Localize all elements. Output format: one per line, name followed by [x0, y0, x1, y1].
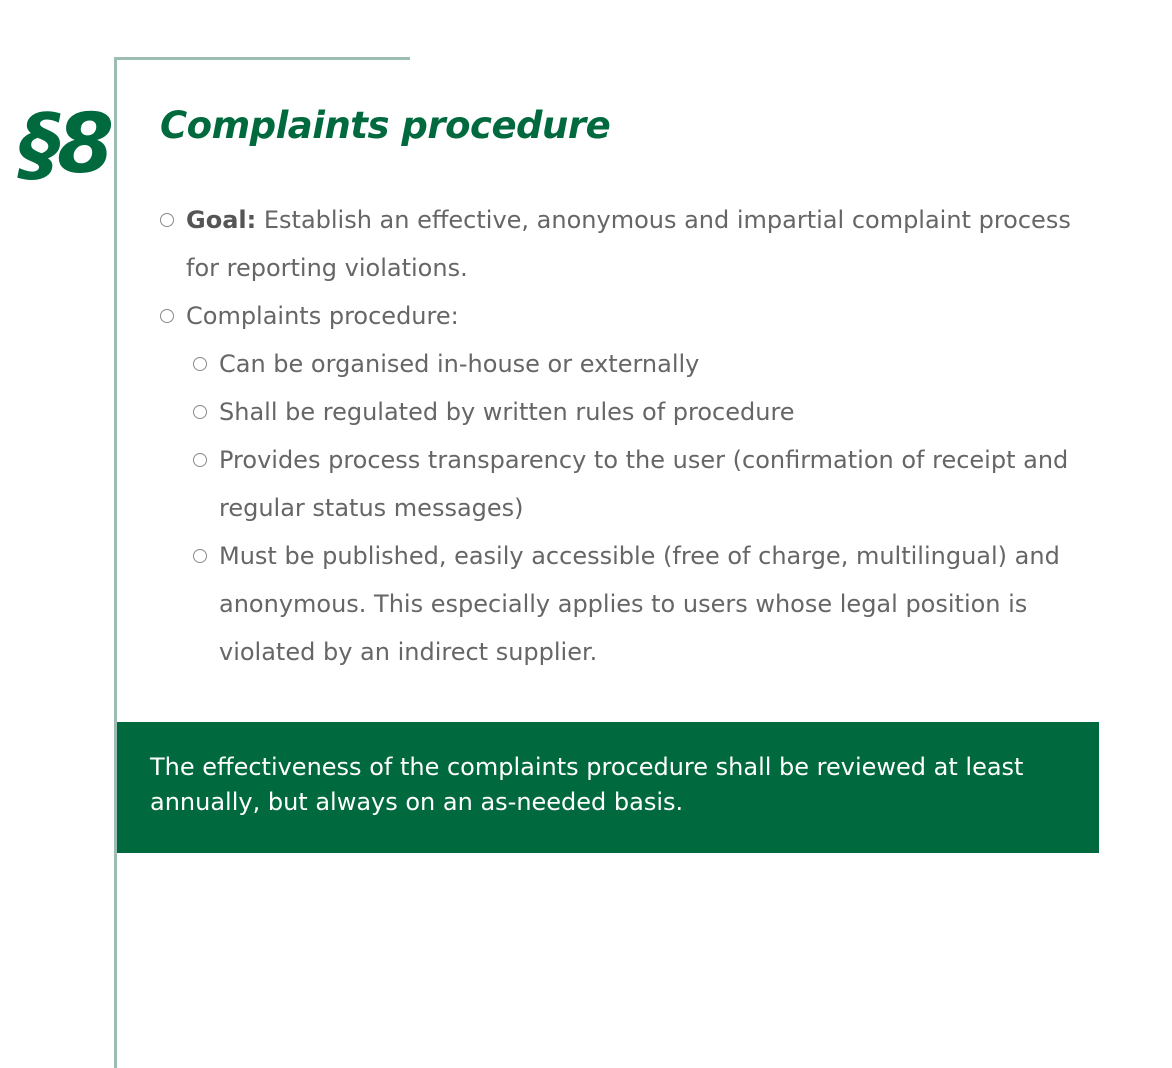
circle-bullet-icon [160, 213, 174, 227]
complaints-procedure-text: Complaints procedure: [186, 302, 459, 330]
sub-bullet-text: Provides process transparency to the user (confirmation of receipt and regular status messages) [219, 446, 1069, 522]
circle-bullet-icon [193, 549, 207, 563]
section-title: Complaints procedure [160, 104, 611, 147]
goal-label: Goal: [186, 206, 257, 234]
frame-left-line [114, 57, 117, 1068]
review-callout-box [117, 722, 1099, 853]
sub-bullet-text: Must be published, easily accessible (free of charge, multilingual) and anonymous. This especially applies to users whose legal position is violated by an indirect supplier. [219, 542, 1060, 666]
sub-bullet-transparency [191, 436, 1078, 532]
goal-text: Establish an effective, anonymous and impartial complaint process for reporting violations. [186, 206, 1071, 282]
circle-bullet-icon [193, 405, 207, 419]
bullet-list [158, 196, 1078, 676]
callout-text: The effectiveness of the complaints procedure shall be reviewed at least annually, but always on an as-needed basis. [150, 753, 1024, 816]
circle-bullet-icon [193, 453, 207, 467]
circle-bullet-icon [193, 357, 207, 371]
bullet-complaints-procedure [158, 292, 1078, 340]
sub-bullet-organisation [191, 340, 1078, 388]
section-number: §8 [20, 97, 111, 192]
circle-bullet-icon [160, 309, 174, 323]
sub-bullet-text: Can be organised in-house or externally [219, 350, 700, 378]
bullet-goal [158, 196, 1078, 292]
sub-bullet-publication [191, 532, 1078, 676]
sub-bullet-rules [191, 388, 1078, 436]
sub-bullet-text: Shall be regulated by written rules of procedure [219, 398, 795, 426]
frame-top-line [114, 57, 410, 60]
